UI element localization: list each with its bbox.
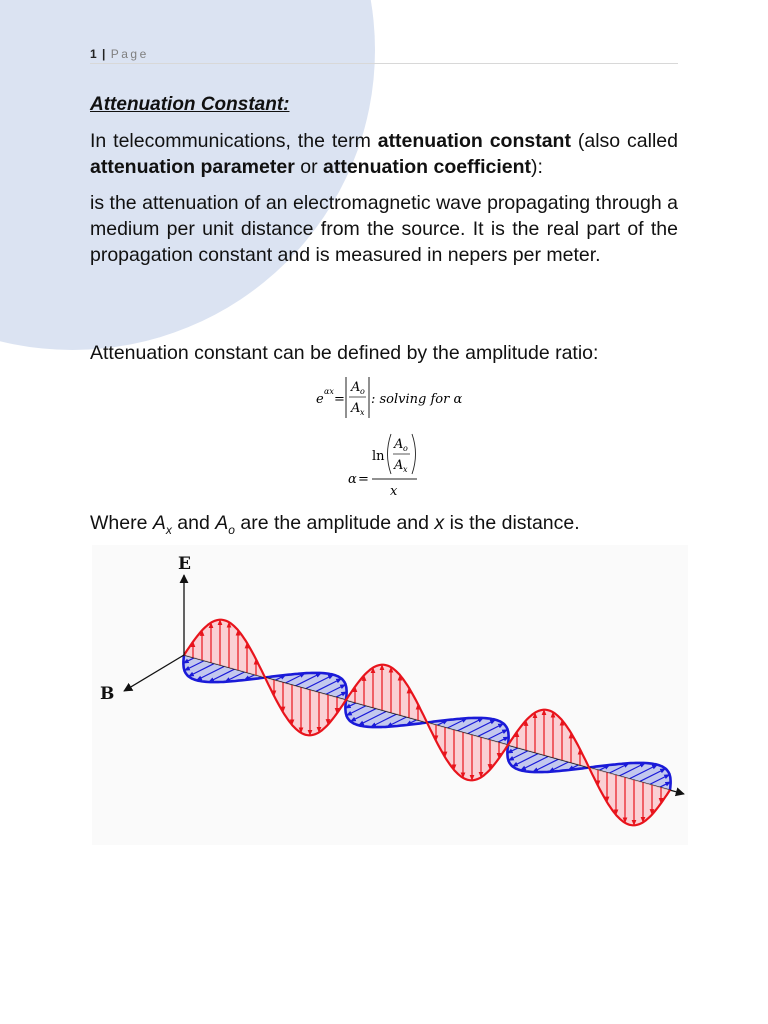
eq1-numerator-sub: o	[360, 387, 365, 396]
section-title: Attenuation Constant:	[90, 94, 290, 115]
eq1-exponent: αx	[324, 387, 334, 396]
term-attenuation-coefficient: attenuation coefficient	[323, 156, 532, 178]
equation-exponential	[90, 372, 678, 422]
e-label: E	[178, 554, 191, 574]
var-ax-sub: x	[165, 522, 172, 537]
page-word: Page	[110, 47, 149, 61]
eq1-suffix: : solving for α	[371, 392, 463, 407]
eq2-lhs: α	[348, 472, 357, 487]
eq2-paren-left	[388, 434, 392, 474]
eq1-denominator: A	[351, 401, 361, 416]
var-ao: A	[215, 512, 229, 534]
amplitude-ratio-paragraph: Attenuation constant can be defined by the amplitude ratio:	[90, 342, 599, 364]
intro-text-3: or	[294, 156, 323, 178]
eq1-denominator-sub: x	[360, 408, 365, 417]
em-wave-figure	[92, 545, 688, 845]
vars-text-1: Where	[90, 512, 153, 534]
page-number: 1	[90, 47, 97, 61]
header-separator: |	[102, 47, 106, 61]
electric-field-wave	[184, 620, 670, 826]
eq2-equals: =	[358, 472, 369, 487]
intro-text-4: ):	[531, 156, 543, 178]
eq2-ln: ln	[372, 449, 385, 464]
b-axis-arrow	[124, 655, 184, 691]
var-ao-sub: o	[228, 522, 235, 537]
eq2-numerator-sub: o	[403, 444, 408, 453]
var-x: x	[434, 512, 445, 534]
vars-text-4: is the distance.	[444, 512, 580, 534]
electric-curve	[184, 620, 670, 826]
term-attenuation-constant: attenuation constant	[377, 130, 571, 152]
em-wave-diagram	[92, 545, 688, 845]
equation-alpha	[90, 430, 678, 500]
eq1-equals: =	[334, 392, 345, 407]
eq1-base: e	[316, 392, 324, 407]
eq2-paren-right	[412, 434, 416, 474]
vars-text-3: are the amplitude and	[234, 512, 435, 534]
intro-text-2: (also called	[570, 130, 678, 152]
eq2-numerator: A	[394, 437, 404, 452]
term-attenuation-parameter: attenuation parameter	[90, 156, 295, 178]
eq1-numerator: A	[351, 380, 361, 395]
eq2-divisor: x	[390, 484, 398, 499]
intro-paragraph	[90, 128, 678, 180]
page-header	[90, 47, 678, 64]
intro-text-1: In telecommunications, the term	[90, 130, 378, 152]
vars-text-2: and	[171, 512, 216, 534]
variables-paragraph	[90, 510, 678, 543]
var-ax: A	[152, 512, 166, 534]
eq2-denominator-sub: x	[403, 465, 408, 474]
eq2-denominator: A	[394, 458, 404, 473]
definition-paragraph: is the attenuation of an electromagnetic wave propagating through a medium per unit distance from the source. It is the real part of the propagation constant and is measured in nepers per meter.	[90, 192, 678, 266]
b-label: B	[100, 684, 115, 704]
